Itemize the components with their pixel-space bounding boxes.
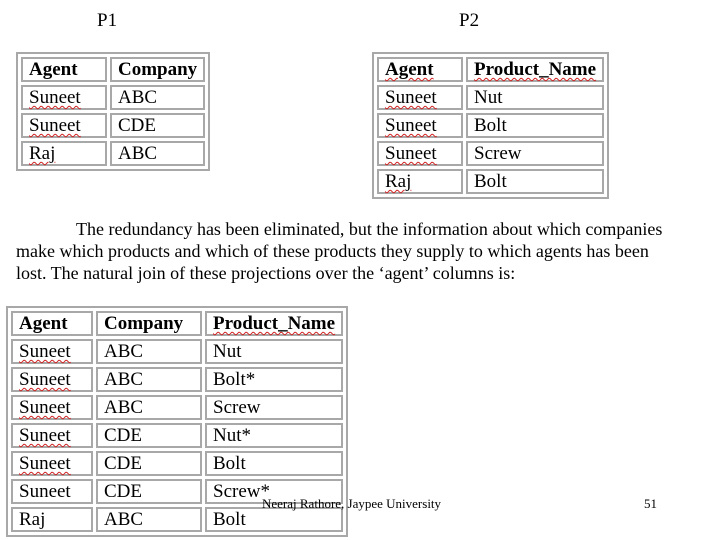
paragraph-line: The redundancy has been eliminated, but the information about which companies	[76, 219, 663, 239]
cell-agent: Raj	[11, 507, 93, 532]
cell-text: Suneet	[19, 341, 71, 362]
cell-agent: Suneet	[11, 479, 93, 504]
cell-text: Agent	[385, 59, 434, 80]
cell-product: Bolt*	[205, 367, 343, 392]
cell-product: Nut	[205, 339, 343, 364]
table-header-row	[21, 57, 205, 82]
cell-agent	[21, 141, 107, 166]
p1-title: P1	[97, 10, 118, 31]
table-header-row	[11, 311, 343, 336]
cell-company: CDE	[96, 451, 202, 476]
header-cell-agent: Agent	[11, 311, 93, 336]
cell-agent	[377, 141, 463, 166]
header-cell-agent	[377, 57, 463, 82]
cell-product: Screw	[466, 141, 604, 166]
cell-product: Bolt	[466, 113, 604, 138]
cell-company: ABC	[110, 141, 205, 166]
cell-agent	[377, 169, 463, 194]
cell-agent	[11, 339, 93, 364]
cell-agent	[11, 367, 93, 392]
cell-text: Suneet	[385, 143, 437, 164]
cell-text: Suneet	[29, 87, 81, 108]
body-paragraph	[16, 218, 716, 284]
cell-text: Suneet	[29, 115, 81, 136]
cell-agent	[377, 113, 463, 138]
cell-agent	[377, 85, 463, 110]
cell-product: Nut	[466, 85, 604, 110]
cell-company: ABC	[96, 507, 202, 532]
footer-credit: Neeraj Rathore, Jaypee University	[262, 496, 442, 511]
header-cell-product-name	[466, 57, 604, 82]
table-row	[377, 169, 604, 194]
cell-text: Product_Name	[213, 313, 336, 334]
table-row	[377, 141, 604, 166]
table-row	[377, 85, 604, 110]
cell-company: CDE	[110, 113, 205, 138]
table-row	[11, 367, 343, 392]
header-cell-company: Company	[110, 57, 205, 82]
p1-table	[16, 52, 210, 171]
header-cell-agent: Agent	[21, 57, 107, 82]
table-row	[21, 141, 205, 166]
cell-text: Raj	[29, 143, 56, 164]
page-number: 51	[644, 496, 657, 511]
cell-text: Suneet	[19, 369, 71, 390]
cell-product: Bolt	[205, 451, 343, 476]
cell-product: Screw	[205, 395, 343, 420]
cell-text: Suneet	[19, 453, 71, 474]
table-row	[21, 113, 205, 138]
p2-title: P2	[459, 10, 480, 31]
cell-text: Suneet	[385, 87, 437, 108]
p2-table	[372, 52, 609, 199]
cell-text: Raj	[385, 171, 412, 192]
cell-company: ABC	[96, 339, 202, 364]
table-row	[11, 423, 343, 448]
table-header-row	[377, 57, 604, 82]
table-row	[11, 339, 343, 364]
header-cell-product-name	[205, 311, 343, 336]
cell-company: ABC	[96, 395, 202, 420]
cell-company: ABC	[110, 85, 205, 110]
header-cell-company: Company	[96, 311, 202, 336]
paragraph-line: lost. The natural join of these projections over the ‘agent’ columns is:	[16, 263, 516, 283]
cell-text: Product_Name	[474, 59, 597, 80]
paragraph-line: make which products and which of these products they supply to which agents has been	[16, 241, 649, 261]
table-row	[11, 395, 343, 420]
cell-company: CDE	[96, 479, 202, 504]
table-row	[377, 113, 604, 138]
cell-product: Nut*	[205, 423, 343, 448]
cell-product: Bolt	[466, 169, 604, 194]
cell-product: Screw*	[205, 479, 343, 504]
cell-agent	[11, 395, 93, 420]
cell-company: ABC	[96, 367, 202, 392]
cell-agent	[11, 423, 93, 448]
cell-agent	[21, 85, 107, 110]
cell-text: Suneet	[19, 397, 71, 418]
cell-company: CDE	[96, 423, 202, 448]
table-row	[21, 85, 205, 110]
cell-text: Suneet	[385, 115, 437, 136]
cell-agent	[11, 451, 93, 476]
cell-agent	[21, 113, 107, 138]
cell-product: Bolt	[205, 507, 343, 532]
table-row	[11, 451, 343, 476]
cell-text: Suneet	[19, 425, 71, 446]
